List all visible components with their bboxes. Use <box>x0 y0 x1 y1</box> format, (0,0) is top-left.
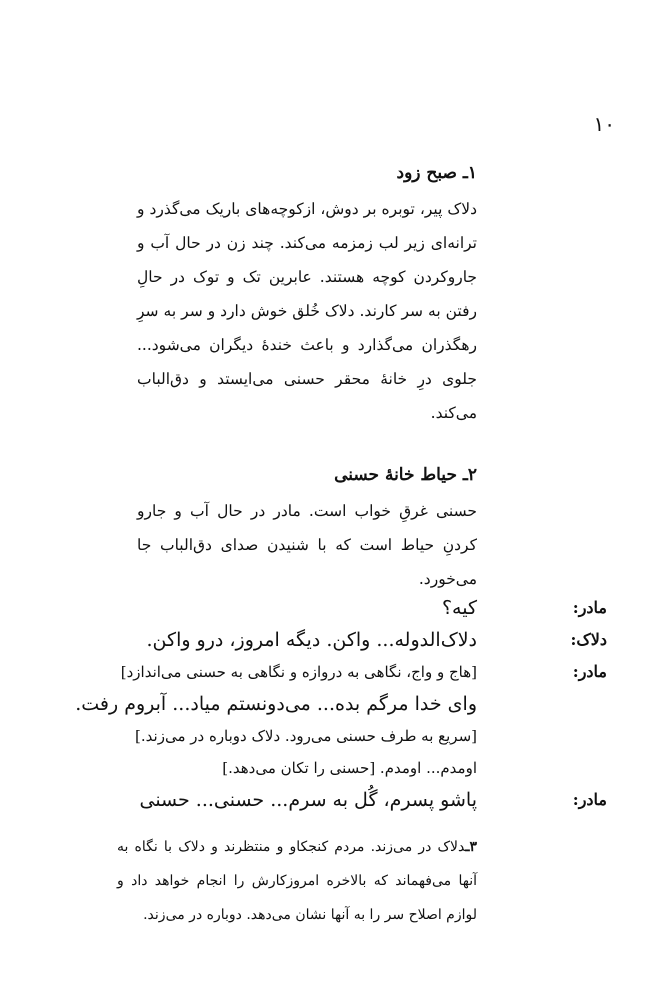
speaker-label: مادر: <box>572 598 607 617</box>
scene-3 <box>117 830 477 932</box>
dialogue-line <box>0 720 667 752</box>
scene-3-number: ۳ـ <box>465 839 477 855</box>
speech-text: کیه؟ <box>441 597 477 619</box>
speaker-label: دلاک: <box>570 630 607 649</box>
scene-3-text: دلاک در می‌زند. مردم کنجکاو و منتظرند و دلاک با نگاه به آنها می‌فهماند که بالاخره امروزکارش را انجام خواهد داد و لوازم اصلاح سر را به آنها نشان می‌دهد. دوباره در می‌زند. <box>117 839 477 923</box>
dialogue-block <box>0 592 667 816</box>
dialogue-line <box>0 688 667 720</box>
speech-text: دلاک‌الدوله... واکن. دیگه امروز، درو واکن. <box>146 629 477 651</box>
speaker-label: مادر: <box>572 790 607 809</box>
scene-1 <box>137 160 477 430</box>
dialogue-line <box>0 624 667 656</box>
speech-text: اومدم... اومدم. [حسنی را تکان می‌دهد.] <box>222 759 477 777</box>
scene-2-heading: ۲ـ حیاط خانهٔ حسنی <box>334 465 477 485</box>
scene-1-heading: ۱ـ صبح زود <box>396 163 477 183</box>
dialogue-line <box>0 656 667 688</box>
stage-direction: [سریع به طرف حسنی می‌رود. دلاک دوباره در می‌زند.] <box>135 727 477 745</box>
scene-1-description: دلاک پیر، توبره بر دوش، ازکوچه‌های باریک می‌گذرد و ترانه‌ای زیر لب زمزمه می‌کند. چند زن در حال آب و جاروکردن کوچه هستند. عابرین تک و توک در حالِ رفتن به سر کارند. دلاک خُلق خوش دارد و سر به سرِ رهگذران می‌گذارد و باعث خندهٔ دیگران می‌شود... جلوی درِ خانهٔ محقر حسنی می‌ایستد و دق‌الباب می‌کند. <box>137 200 477 422</box>
speech-text: وای خدا مرگم بده... می‌دونستم میاد... آبروم رفت. <box>75 693 477 715</box>
scene-2 <box>137 462 477 596</box>
dialogue-line <box>0 592 667 624</box>
stage-direction: [هاج و واج، نگاهی به دروازه و نگاهی به حسنی می‌اندازد] <box>120 663 477 681</box>
speaker-label: مادر: <box>572 662 607 681</box>
speech-text: پاشو پسرم، گُل به سرم... حسنی... حسنی <box>139 789 477 811</box>
dialogue-line <box>0 784 667 816</box>
page-number: ۱۰ <box>593 112 615 136</box>
dialogue-line <box>0 752 667 784</box>
scene-3-description <box>117 830 477 932</box>
scene-2-description: حسنی غرقِ خواب است. مادر در حال آب و جارو کردنِ حیاط است که با شنیدن صدای دق‌الباب جا می‌خورد. <box>137 502 477 588</box>
